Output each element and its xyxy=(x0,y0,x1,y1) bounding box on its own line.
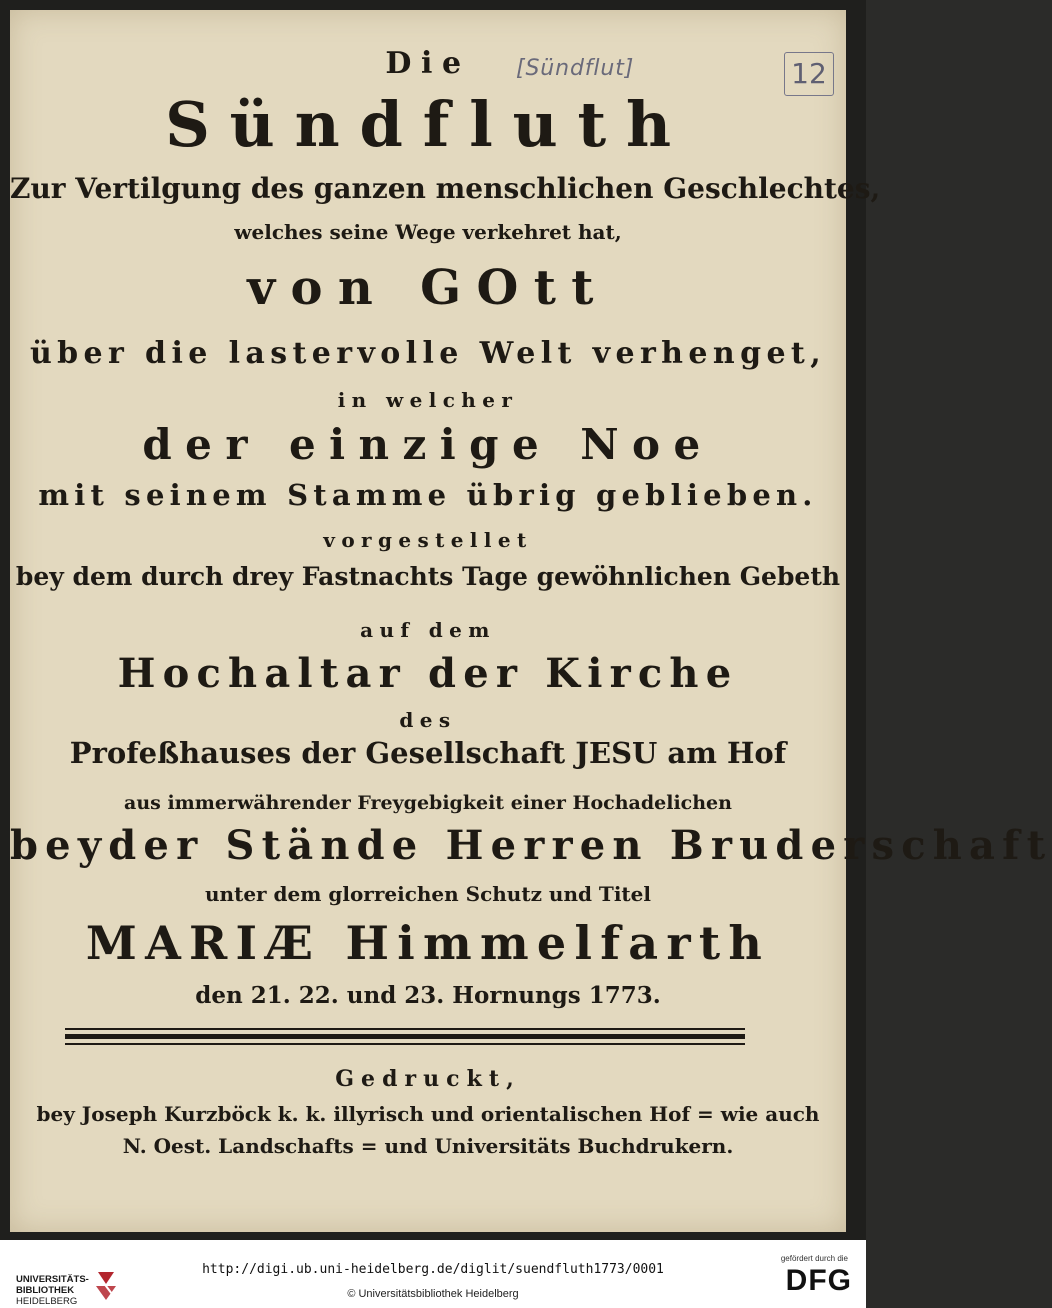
subtitle-line-large: von GOtt xyxy=(247,260,609,316)
dfg-logo[interactable]: DFG xyxy=(785,1264,852,1297)
subtitle-line: bey dem durch drey Fastnachts Tage gewöhnlichen Gebeth xyxy=(15,562,841,591)
imprint-line: N. Oest. Landschafts = und Universitäts Buchdrukern. xyxy=(122,1134,734,1158)
double-rule-thick xyxy=(65,1034,745,1039)
funding-note: gefördert durch die xyxy=(780,1254,848,1263)
imprint-line: bey Joseph Kurzböck k. k. illyrisch und orientalischen Hof = wie auch xyxy=(36,1102,820,1126)
subtitle-line: in welcher xyxy=(337,388,519,412)
subtitle-line-large: der einzige Noe xyxy=(142,420,714,469)
subtitle-line: unter dem glorreichen Schutz und Titel xyxy=(205,882,651,906)
double-rule-bottom xyxy=(65,1043,745,1045)
subtitle-line: des xyxy=(399,708,457,732)
subtitle-line: vorgestellet xyxy=(323,528,533,552)
document-page xyxy=(10,10,1052,1232)
library-name-line: BIBLIOTHEK xyxy=(16,1285,75,1296)
subtitle-line: auf dem xyxy=(360,618,496,642)
double-rule-top xyxy=(65,1028,745,1030)
date-line: den 21. 22. und 23. Hornungs 1773. xyxy=(195,982,661,1009)
subtitle-line: mit seinem Stamme übrig geblieben. xyxy=(38,478,818,512)
main-title: Sündfluth xyxy=(165,88,691,161)
imprint-line: Gedruckt, xyxy=(335,1066,521,1092)
permalink-url[interactable]: http://digi.ub.uni-heidelberg.de/diglit/suendfluth1773/0001 xyxy=(202,1262,664,1277)
subtitle-line: Zur Vertilgung des ganzen menschlichen Geschlechtes, xyxy=(10,172,881,205)
pencil-annotation: [Sündflut] xyxy=(516,56,635,81)
title-page-content xyxy=(10,10,1052,1232)
library-name-line: HEIDELBERG xyxy=(16,1296,78,1307)
copyright-notice: © Universitätsbibliothek Heidelberg xyxy=(347,1288,519,1300)
subtitle-line-large: beyder Stände Herren Bruderschaft xyxy=(10,822,1052,869)
subtitle-line-large: MARIÆ Himmelfarth xyxy=(85,916,771,970)
subtitle-line: über die lastervolle Welt verhenget, xyxy=(29,336,827,371)
library-name-line: UNIVERSITÄTS- xyxy=(16,1274,89,1285)
viewer-footer xyxy=(0,1240,866,1308)
page-number: 12 xyxy=(784,52,834,96)
subtitle-line: aus immerwährender Freygebigkeit einer Hochadelichen xyxy=(124,792,732,814)
subtitle-line: Profeßhauses der Gesellschaft JESU am Hof xyxy=(69,736,787,770)
text-die: Die xyxy=(385,46,471,81)
subtitle-line: welches seine Wege verkehret hat, xyxy=(234,220,622,244)
subtitle-line-large: Hochaltar der Kirche xyxy=(117,650,739,697)
